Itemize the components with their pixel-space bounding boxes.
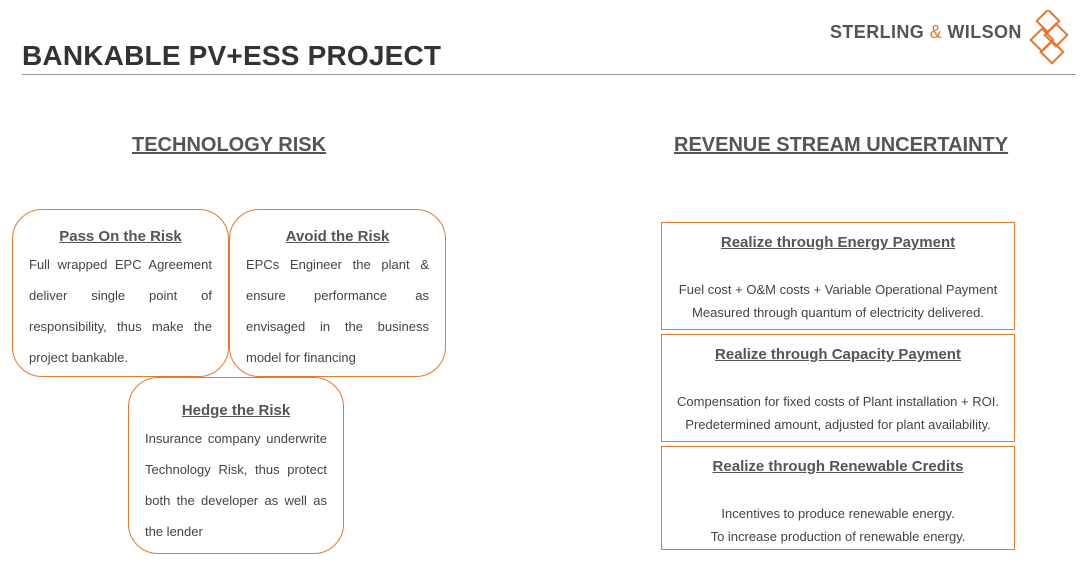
revenue-uncertainty-heading: REVENUE STREAM UNCERTAINTY [674,134,1009,156]
company-logo [830,10,1076,68]
capacity-payment-box [661,334,1015,442]
pass-on-risk-box [12,209,229,377]
box-text: EPCs Engineer the plant & ensure performance as envisaged in the business model for financing [246,257,429,365]
box-title: Avoid the Risk [285,228,390,245]
box-line-1: Incentives to produce renewable energy. [721,506,955,521]
box-title: Pass On the Risk [59,228,182,245]
hedge-risk-box [128,377,344,554]
box-text: Insurance company underwrite Technology Risk, thus protect both the developer as well as the lender [145,431,327,539]
logo-ampersand: & [929,22,943,42]
box-line-2: To increase production of renewable energy. [710,529,966,544]
renewable-credits-box [661,446,1015,550]
logo-name-left: STERLING [830,22,930,42]
box-line-2: Predetermined amount, adjusted for plant availability. [685,417,991,432]
interlocking-squares-icon [1026,10,1076,66]
box-text: Full wrapped EPC Agreement deliver single point of responsibility, thus make the project bankable. [29,257,212,365]
logo-wordmark [830,22,1022,43]
page-title: BANKABLE PV+ESS PROJECT [22,40,442,71]
avoid-risk-box [229,209,446,377]
box-line-2: Measured through quantum of electricity delivered. [692,305,984,320]
box-title: Realize through Renewable Credits [712,458,964,475]
title-divider [22,74,1076,75]
box-title: Hedge the Risk [181,402,291,419]
box-line-1: Fuel cost + O&M costs + Variable Operational Payment [678,282,998,297]
logo-name-right: WILSON [942,22,1022,42]
box-title: Realize through Energy Payment [720,234,956,251]
technology-risk-heading: TECHNOLOGY RISK [132,134,327,156]
box-line-1: Compensation for fixed costs of Plant installation + ROI. [677,394,999,409]
box-title: Realize through Capacity Payment [715,346,961,363]
energy-payment-box [661,222,1015,330]
